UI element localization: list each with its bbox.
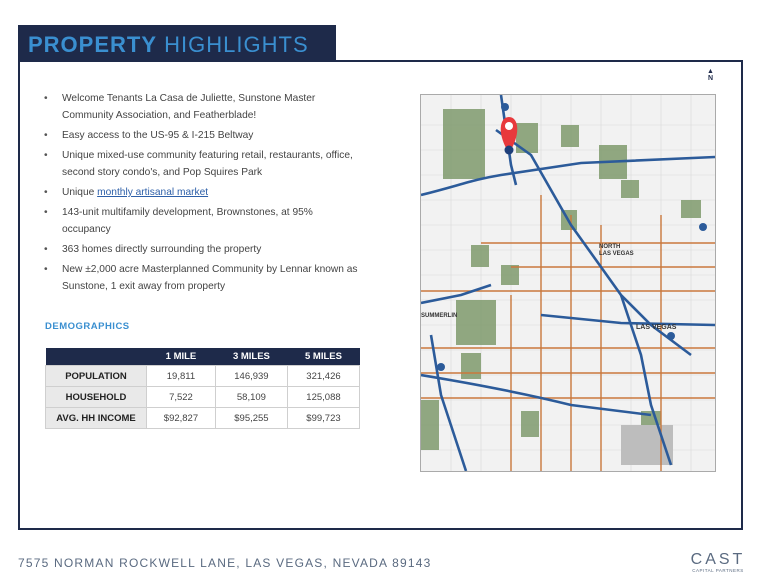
logo-main: CAST (690, 551, 746, 568)
highlights-list (44, 90, 364, 298)
map-label-north-las-vegas (599, 244, 634, 257)
table-cell: 58,109 (215, 387, 287, 408)
table-cell: $99,723 (287, 408, 359, 429)
row-label: AVG. HH INCOME (46, 408, 147, 429)
highlight-item: • New ±2,000 acre Masterplanned Community by Lennar known as Sunstone, 1 exit away from property (44, 261, 364, 295)
artisanal-market-link[interactable]: monthly artisanal market (97, 187, 209, 198)
footer-address: 7575 NORMAN ROCKWELL LANE, LAS VEGAS, NEVADA 89143 (18, 556, 432, 570)
highlight-item: • Welcome Tenants La Casa de Juliette, Sunstone Master Community Association, and Featherblade! (44, 90, 364, 124)
table-cell: 321,426 (287, 366, 359, 387)
title-light: HIGHLIGHTS (164, 32, 309, 57)
map-label-summerlin: SUMMERLIN (421, 313, 458, 319)
highlight-item-market (44, 184, 364, 201)
location-map[interactable] (420, 94, 716, 472)
highlight-item: • Unique mixed-use community featuring retail, restaurants, office, second story condo's, and Pop Squires Park (44, 147, 364, 181)
table-cell: 146,939 (215, 366, 287, 387)
row-label: POPULATION (46, 366, 147, 387)
property-marker-icon[interactable] (501, 117, 518, 155)
page-title (18, 25, 336, 61)
company-logo (690, 552, 746, 574)
demographics-table (45, 348, 360, 429)
table-row (46, 366, 360, 387)
table-cell: $95,255 (215, 408, 287, 429)
table-cell: 19,811 (147, 366, 216, 387)
column-header: 5 MILES (287, 348, 359, 366)
logo-sub: CAPITAL PARTNERS (692, 568, 744, 573)
highlight-item: • Easy access to the US-95 & I-215 Beltway (44, 127, 364, 144)
column-header: 1 MILE (147, 348, 216, 366)
highlight-item: • 363 homes directly surrounding the property (44, 241, 364, 258)
nlv-line2: LAS VEGAS (599, 251, 634, 257)
map-label-las-vegas: LAS VEGAS (636, 324, 677, 331)
highlight-item: • 143-unit multifamily development, Brownstones, at 95% occupancy (44, 204, 364, 238)
north-letter: N (707, 75, 713, 82)
title-bold: PROPERTY (28, 32, 158, 57)
column-header: 3 MILES (215, 348, 287, 366)
row-label: HOUSEHOLD (46, 387, 147, 408)
table-cell: $92,827 (147, 408, 216, 429)
column-header (46, 348, 147, 366)
table-row (46, 387, 360, 408)
table-row (46, 408, 360, 429)
demographics-title: DEMOGRAPHICS (45, 321, 130, 332)
table-cell: 125,088 (287, 387, 359, 408)
nlv-line1: NORTH (599, 244, 621, 250)
north-arrow-icon: ▲ N (707, 68, 714, 82)
table-cell: 7,522 (147, 387, 216, 408)
map-svg (421, 95, 715, 471)
table-header-row (46, 348, 360, 366)
market-prefix: Unique (62, 187, 98, 198)
